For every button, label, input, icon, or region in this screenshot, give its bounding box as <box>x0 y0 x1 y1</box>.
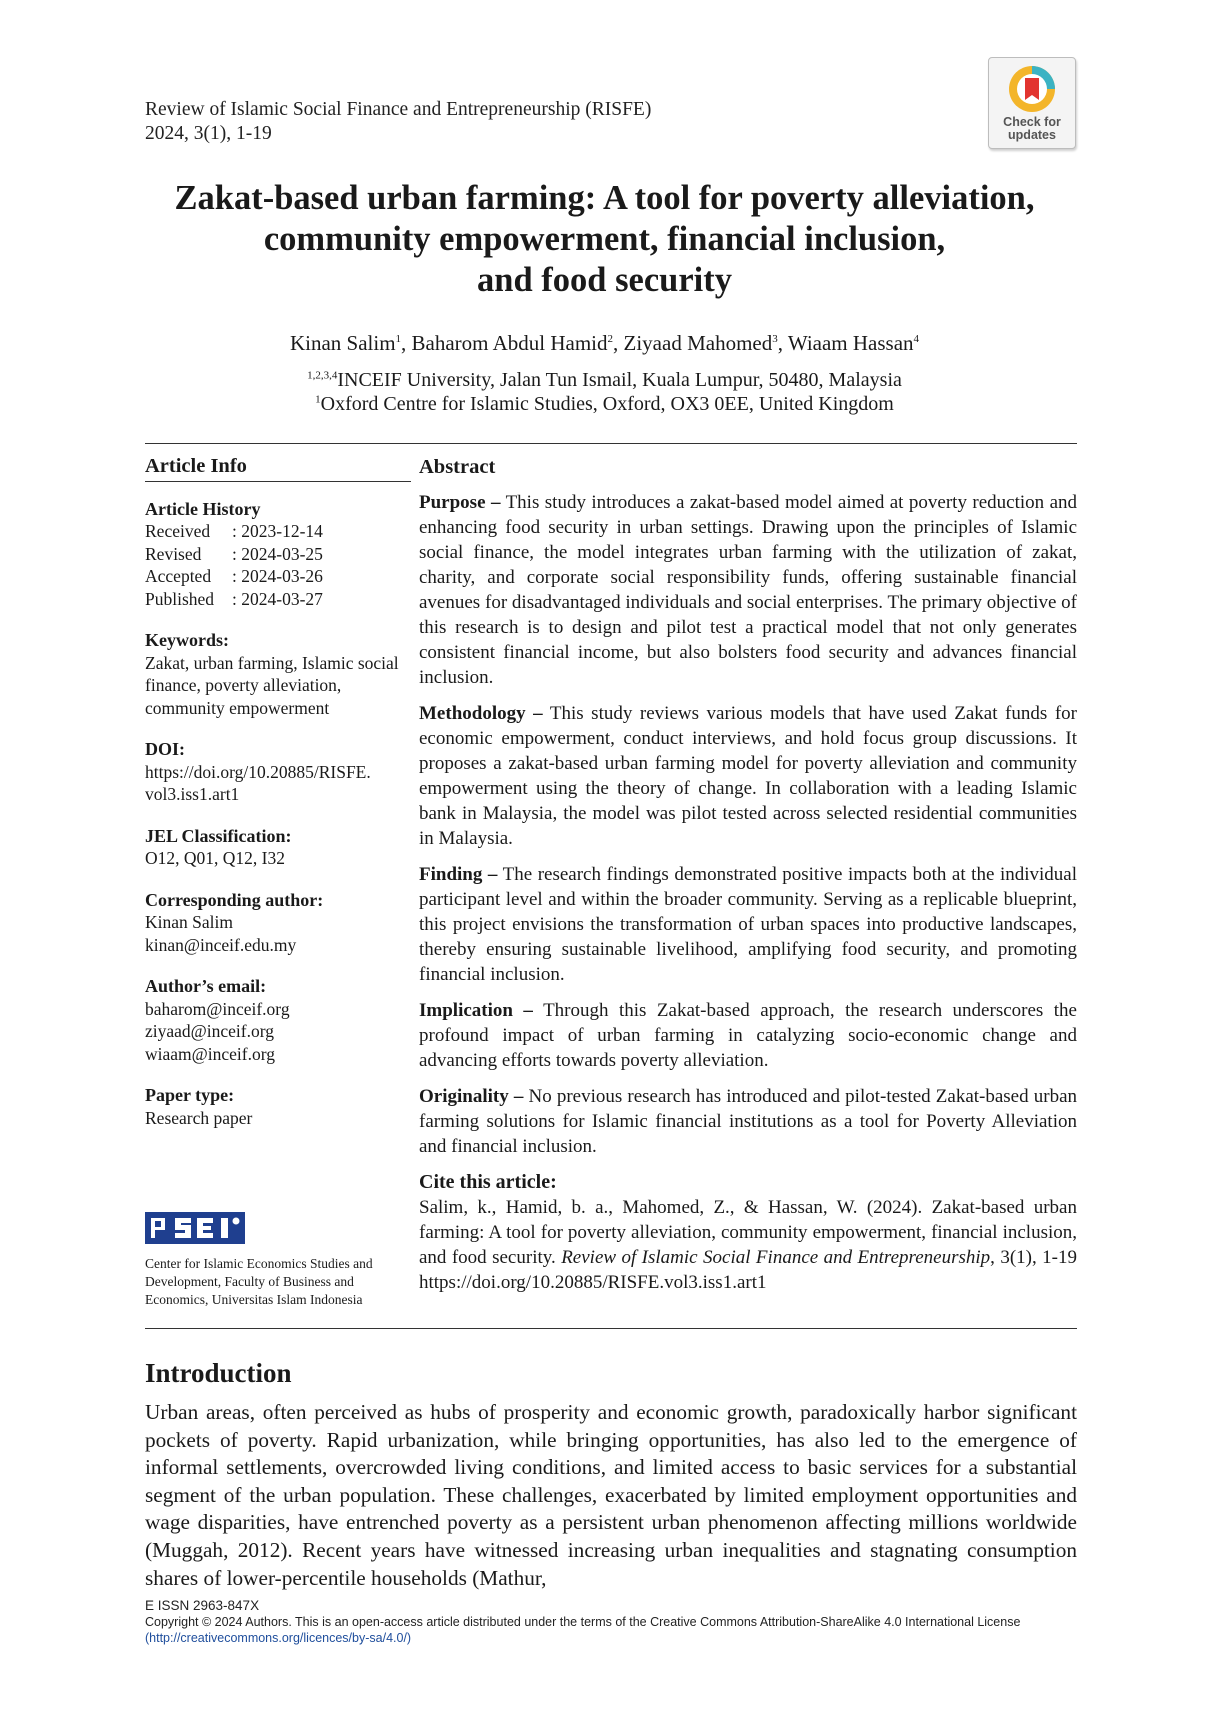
logo-caption: Center for Islamic Economics Studies and Development, Faculty of Business and Economics, Universitas Islam Indonesia <box>145 1256 373 1307</box>
article-info-heading: Article Info <box>145 455 411 482</box>
keywords: Keywords: Zakat, urban farming, Islamic social finance, poverty alleviation, community empowerment <box>145 630 399 718</box>
article-info-column <box>145 455 411 1148</box>
issn: E ISSN 2963-847X <box>145 1598 260 1613</box>
author-email[interactable]: ziyaad@inceif.org <box>145 1021 275 1041</box>
jel-classification: JEL Classification: O12, Q01, Q12, I32 <box>145 825 292 868</box>
journal-header <box>145 98 651 146</box>
copyright-notice: Copyright © 2024 Authors. This is an open-access article distributed under the terms of the Creative Commons Attribution-ShareAlike 4.0 International License (http://creativecommons.org/licences/by-sa/4.0/) <box>145 1615 1021 1645</box>
author-email[interactable]: wiaam@inceif.org <box>145 1043 275 1064</box>
affiliation-line: $^1$Oxford Centre for Islamic Studies, Oxford, OX3 0EE, United Kingdom <box>315 393 894 415</box>
author-name: Wiaam Hassan <box>787 331 914 355</box>
author-list: Kinan Salim$^1$, Baharom Abdul Hamid$^2$, Ziyaad Mahomed$^3$, Wiaam Hassan$^4$ <box>289 331 920 355</box>
abstract-finding: Finding – The research findings demonstrated positive impacts both at the individual participant level and within the broader community. Serving as a replicable blueprint, this project envisions the transformation of urban spaces into productive landscapes, thereby ensuring sustainable livelihood, amplifying food security, and promoting financial inclusion. <box>419 864 1077 985</box>
check-updates-icon <box>1006 63 1058 115</box>
affiliation-line: $^{1,2,3,4}$INCEIF University, Jalan Tun Ismail, Kuala Lumpur, 50480, Malaysia <box>307 369 902 391</box>
cies-logo-block <box>145 1210 405 1309</box>
introduction-heading: Introduction <box>145 1358 292 1388</box>
author-emails: Author’s email: baharom@inceif.org ziyaad@inceif.org wiaam@inceif.org <box>145 975 411 1065</box>
author-name: Baharom Abdul Hamid <box>411 331 608 355</box>
corresponding-email[interactable]: kinan@inceif.edu.my <box>145 934 297 955</box>
doi-section: DOI: https://doi.org/10.20885/RISFE. vol3.iss1.art1 <box>145 739 371 804</box>
abstract-implication: Implication – Through this Zakat-based approach, the research underscores the profound impact of urban farming in catalyzing socio-economic change and advancing efforts towards poverty alleviation. <box>419 1000 1077 1071</box>
history-row: Accepted : 2024-03-26 <box>145 566 323 586</box>
volume-info: 2024, 3(1), 1-19 <box>145 123 272 144</box>
article-history: Article History Received : 2023-12-14 Revised : 2024-03-25 Accepted : 2024-03-26 Published : 2024-03-27 <box>145 498 411 611</box>
affiliations <box>100 368 1109 416</box>
abstract-methodology: Methodology – This study reviews various models that have used Zakat funds for economic empowerment, conduct interviews, and hold focus group discussions. It proposes a zakat-based urban farming model for poverty alleviation and community empowerment using the theory of change. In collaboration with a leading Islamic bank in Malaysia, the model was pilot tested across selected residential communities in Malaysia. <box>419 703 1077 849</box>
license-link[interactable]: (http://creativecommons.org/licences/by-sa/4.0/) <box>145 1631 412 1645</box>
corresponding-author: Corresponding author: Kinan Salim kinan@inceif.edu.my <box>145 889 411 957</box>
page-footer <box>145 1598 1077 1646</box>
abstract-originality: Originality – No previous research has introduced and pilot-tested Zakat-based urban farming solutions for Islamic financial institutions as a tool for Poverty Alleviation and financial inclusion. <box>419 1086 1077 1157</box>
check-updates-text: Check for updates <box>1003 115 1061 142</box>
author-email[interactable]: baharom@inceif.org <box>145 998 290 1019</box>
history-row: Received : 2023-12-14 <box>145 521 323 541</box>
history-row: Revised : 2024-03-25 <box>145 543 323 564</box>
top-rule <box>145 443 1077 444</box>
author-name: Ziyaad Mahomed <box>623 331 773 355</box>
abstract-purpose: Purpose – This study introduces a zakat-based model aimed at poverty reduction and enhancing food security in urban settings. Drawing upon the principles of Islamic social finance, the model integrates urban farming with the utilization of zakat, charity, and corporate social responsibility funds, offering sustainable financial avenues for disadvantaged individuals and social enterprises. The primary objective of this research is to design and pilot test a practical model that not only generates consistent financial income, but also bolsters food security and advances financial inclusion. <box>419 492 1078 688</box>
paper-type: Paper type: Research paper <box>145 1085 253 1128</box>
abstract-column <box>419 455 1077 1295</box>
journal-name: Review of Islamic Social Finance and Entrepreneurship (RISFE) <box>145 99 652 120</box>
check-for-updates-badge[interactable] <box>988 57 1076 149</box>
author-name: Kinan Salim <box>289 331 396 355</box>
paper-title: Zakat-based urban farming: A tool for poverty alleviation, community empowerment, financial inclusion, and food security <box>174 179 1035 299</box>
introduction-text: Urban areas, often perceived as hubs of prosperity and economic growth, paradoxically harbor significant pockets of poverty. Rapid urbanization, while bringing opportunities, has also led to the emergence of informal settlements, overcrowded living conditions, and limited access to basic services for a substantial segment of the urban population. These challenges, exacerbated by limited employment opportunities and wage disparities, have entrenched poverty as a persistent urban phenomenon affecting millions worldwide (Muggah, 2012). Recent years have witnessed increasing urban inequalities and stagnating consumption shares of lower-percentile households (Mathur, <box>145 1400 1077 1590</box>
cies-logo <box>145 1210 245 1246</box>
cite-heading: Cite this article: <box>419 1171 557 1193</box>
bottom-rule <box>145 1328 1077 1329</box>
citation: Salim, k., Hamid, b. a., Mahomed, Z., & Hassan, W. (2024). Zakat-based urban farming: A tool for poverty alleviation, community empowerment, financial inclusion, and food security. Review of Islamic Social Finance and Entrepreneurship, 3(1), 1-19 https://doi.org/10.20885/RISFE.vol3.iss1.art1 <box>419 1197 1077 1293</box>
abstract-heading: Abstract <box>419 456 496 478</box>
history-row: Published : 2024-03-27 <box>145 588 323 609</box>
doi-link[interactable]: https://doi.org/10.20885/RISFE. vol3.iss1.art1 <box>145 761 371 804</box>
